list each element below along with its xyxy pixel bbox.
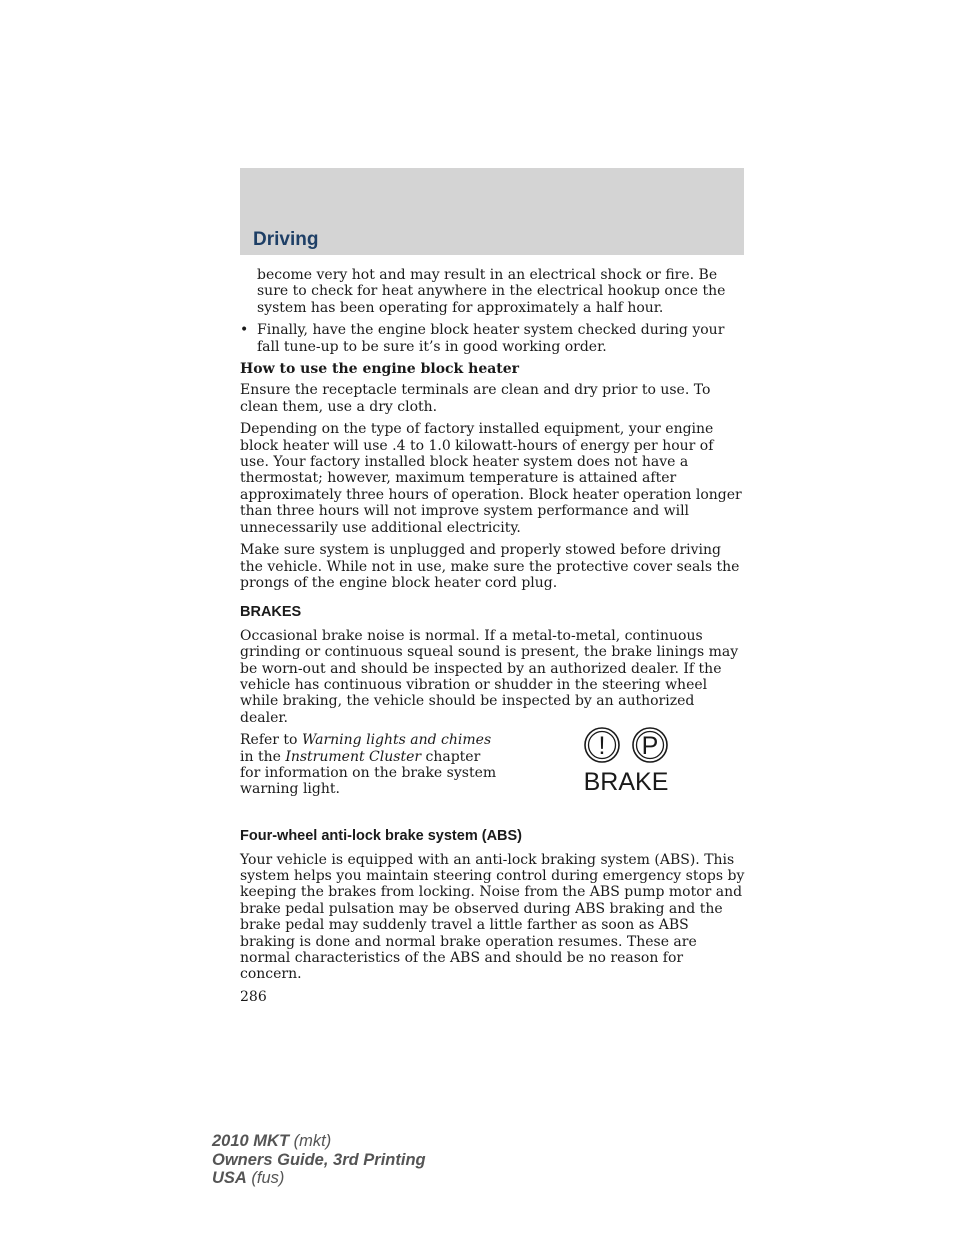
- footer-region-code: (fus): [246, 1169, 285, 1187]
- paragraph-ensure: Ensure the receptacle terminals are clean and dry prior to use. To clean them, use a dry cloth.: [240, 382, 711, 415]
- subheading-block-heater: How to use the engine block heater: [240, 361, 520, 378]
- footer-region: USA: [212, 1169, 247, 1187]
- paragraph-abs: Your vehicle is equipped with an anti-lock braking system (ABS). This system helps you maintain steering control during emergency stops by keeping the brakes from locking. Noise from the ABS pump motor and brake pedal pulsation may be observed during ABS braking and the brake pedal may suddenly travel a little farther as soon as ABS braking is done and normal brake operation resumes. These are normal characteristics of the ABS and should be no reason for concern.: [240, 851, 745, 983]
- header-band: [240, 168, 744, 255]
- paragraph-brake-noise: Occasional brake noise is normal. If a metal-to-metal, continuous grinding or continuous squeal sound is present, the brake linings may be worn-out and should be inspected by an authorized dealer. If the vehicle has continuous vibration or shudder in the steering wheel while braking, the vehicle should be inspected by an authorized dealer.: [240, 627, 739, 726]
- continued-paragraph: become very hot and may result in an electrical shock or fire. Be sure to check for heat anywhere in the electrical hookup once the system has been operating for approximately a half hour.: [257, 267, 726, 316]
- footer: [212, 1132, 426, 1188]
- page-content: [240, 267, 745, 1005]
- brakes-heading: BRAKES: [240, 604, 302, 621]
- exclamation-glyph: !: [598, 732, 606, 761]
- footer-line-1: [212, 1132, 426, 1151]
- bullet-dot-icon: •: [240, 322, 249, 339]
- parking-p-glyph: P: [641, 732, 659, 761]
- footer-model: 2010 MKT: [212, 1132, 290, 1150]
- refer-link-instrument-cluster: Instrument Cluster: [285, 748, 422, 765]
- footer-guide: Owners Guide, 3rd Printing: [212, 1150, 426, 1169]
- bullet-text: Finally, have the engine block heater system checked during your fall tune-up to be sure it’s in good working order.: [257, 322, 725, 355]
- refer-text-1: Refer to: [240, 732, 302, 749]
- abs-heading: Four-wheel anti-lock brake system (ABS): [240, 828, 523, 845]
- refer-link-warning-lights: Warning lights and chimes: [301, 732, 492, 749]
- footer-model-code: (mkt): [289, 1132, 332, 1150]
- paragraph-depending: Depending on the type of factory installed equipment, your engine block heater will use .4 to 1.0 kilowatt-hours of energy per hour of use. Your factory installed block heater system does not have a thermostat; however, maximum temperature is attained after approximately three hours of operation. Block heater operation longer than three hours will not improve system performance and will unnecessarily use additional electricity.: [240, 421, 742, 536]
- refer-row: [240, 732, 745, 812]
- bullet-item: [240, 322, 745, 355]
- brake-warning-icon: [580, 727, 674, 793]
- refer-text-3: chapter for information on the brake system warning light.: [240, 748, 497, 798]
- footer-line-3: [212, 1169, 426, 1188]
- paragraph-make-sure: Make sure system is unplugged and properly stowed before driving the vehicle. While not in use, make sure the protective cover seals the prongs of the engine block heater cord plug.: [240, 542, 740, 591]
- footer-line-2: [212, 1151, 426, 1170]
- refer-text-2: in the: [240, 748, 286, 765]
- brake-label: BRAKE: [583, 768, 669, 794]
- section-title: Driving: [253, 229, 319, 250]
- refer-paragraph: [240, 732, 502, 798]
- page-number: 286: [240, 988, 267, 1005]
